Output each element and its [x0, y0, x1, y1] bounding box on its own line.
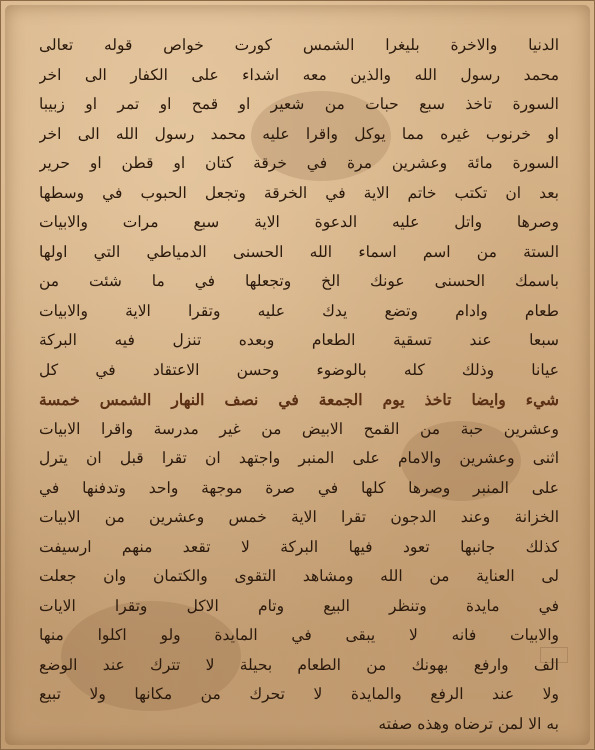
manuscript-line: لى العناية من الله ومشاهد التقوى والكتمان وان جعلت — [39, 567, 559, 585]
manuscript-line: والابيات فانه لا يبقى في المايدة ولو اكلوا منها — [39, 626, 559, 644]
manuscript-line: عيانا وذلك كله بالوضوء وحسن الاعتقاد في كل — [39, 360, 559, 379]
folio-mark — [540, 647, 568, 663]
manuscript-line: شيء وايضا تاخذ يوم الجمعة في نصف النهار الشمس خمسة — [39, 390, 559, 409]
manuscript-line: السورة مائة وعشرين مرة في خرقة كتان او قطن او حرير — [39, 154, 559, 172]
manuscript-line: ولا عند الرفع والمايدة لا تحرك من مكانها ولا تبيع — [39, 685, 559, 703]
manuscript-line: او خرنوب غيره مما يوكل واقرا عليه محمد رسول الله الى اخر — [39, 124, 559, 143]
manuscript-line: اثنى وعشرين والامام على المنبر واجتهد ان تقرا قبل ان يترل — [39, 449, 559, 467]
manuscript-line: وعشرين حبة من القمح الابيض من غير مدرسة واقرا الابيات — [39, 419, 559, 438]
manuscript-line: به الا لمن ترضاه وهذه صفته — [378, 714, 559, 733]
manuscript-line: الف وارفع بهونك من الطعام بحيلة لا تترك عند الوضع — [39, 655, 559, 674]
manuscript-line: على المنبر وصرها كلها في صرة موجهة واحد وتدفنها في — [39, 478, 559, 497]
manuscript-line: محمد رسول الله والذين معه اشداء على الكفار الى اخر — [39, 65, 559, 84]
manuscript-line: سبعا عند تسقية الطعام وبعده تنزل فيه البركة — [39, 331, 559, 349]
manuscript-line: في مايدة وتنظر البيع وتام الاكل وتقرا الايات — [39, 596, 559, 615]
manuscript-line: بعد ان تكتب خاتم الاية في الخرقة وتجعل الحبوب في وسطها — [39, 183, 559, 202]
manuscript-line: وصرها واتل عليه الدعوة الاية سبع مرات والابيات — [39, 213, 559, 231]
manuscript-text — [39, 31, 559, 739]
manuscript-line: باسمك الحسنى عونك الخ وتجعلها في ما شئت من — [39, 272, 559, 290]
manuscript-line: الخزانة وعند الدجون تقرا الاية خمس وعشرين من الابيات — [39, 508, 559, 526]
manuscript-line: الستة من اسم اسماء الله الحسنى الدمياطي التي اولها — [39, 242, 559, 261]
manuscript-line: السورة تاخذ سبع حبات من شعير او قمح او تمر او زبيبا — [39, 95, 559, 113]
manuscript-line: الدنيا والاخرة بليغرا الشمس كورت خواص قوله تعالى — [39, 36, 559, 54]
manuscript-line: طعام وادام وتضع يدك عليه وتقرا الاية والابيات — [39, 301, 559, 320]
manuscript-line: كذلك جانبها تعود فيها البركة لا تقعد منهم ارسيفت — [39, 537, 559, 556]
